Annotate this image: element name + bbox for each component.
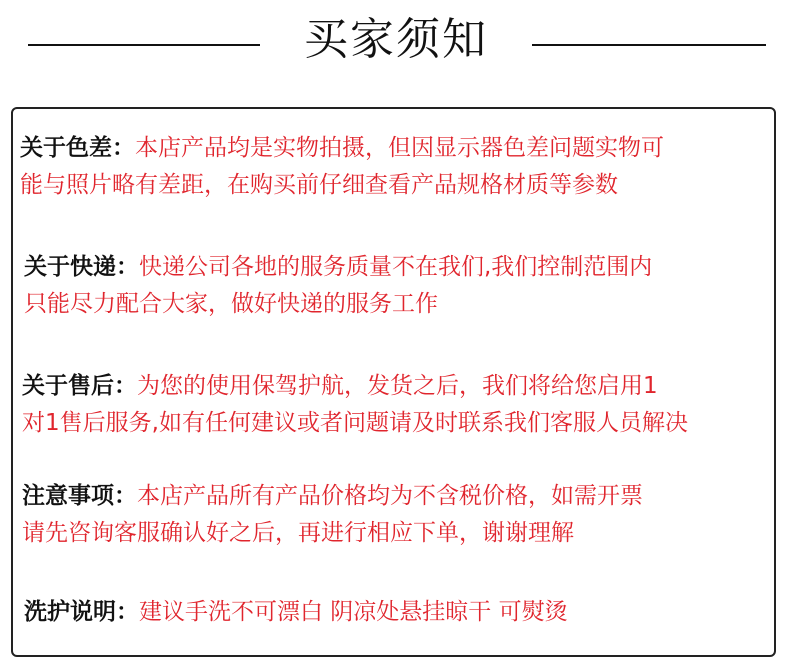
section-label: 注意事项：: [22, 483, 137, 509]
section-text-line1: 本店产品均是实物拍摄，但因显示器色差问题实物可: [135, 135, 664, 161]
section-text-line2: 请先咨询客服确认好之后，再进行相应下单，谢谢理解: [22, 520, 574, 546]
header-right-rule: [532, 44, 766, 46]
section-label: 关于售后：: [22, 373, 137, 399]
section-label: 关于色差：: [20, 135, 135, 161]
section-text-line2: 对1售后服务,如有任何建议或者问题请及时联系我们客服人员解决: [22, 410, 688, 436]
section-notes: [22, 478, 643, 552]
page-title: 买家须知: [304, 14, 488, 65]
section-text-line2: 能与照片略有差距，在购买前仔细查看产品规格材质等参数: [20, 172, 618, 198]
section-text-line1: 本店产品所有产品价格均为不含税价格，如需开票: [137, 483, 643, 509]
section-shipping: [24, 249, 652, 323]
section-care-instructions: [24, 594, 568, 631]
section-label: 关于快递：: [24, 254, 139, 280]
section-text-line1: 建议手洗不可漂白 阴凉处悬挂晾干 可熨烫: [139, 599, 568, 625]
section-text-line1: 快递公司各地的服务质量不在我们,我们控制范围内: [139, 254, 653, 280]
section-text-line1: 为您的使用保驾护航，发货之后，我们将给您启用1: [137, 373, 658, 399]
section-after-sales: [22, 368, 688, 442]
header-left-rule: [28, 44, 260, 46]
notice-header: [0, 0, 790, 95]
section-color-difference: [20, 130, 664, 204]
section-text-line2: 只能尽力配合大家，做好快递的服务工作: [24, 291, 438, 317]
section-label: 洗护说明：: [24, 599, 139, 625]
